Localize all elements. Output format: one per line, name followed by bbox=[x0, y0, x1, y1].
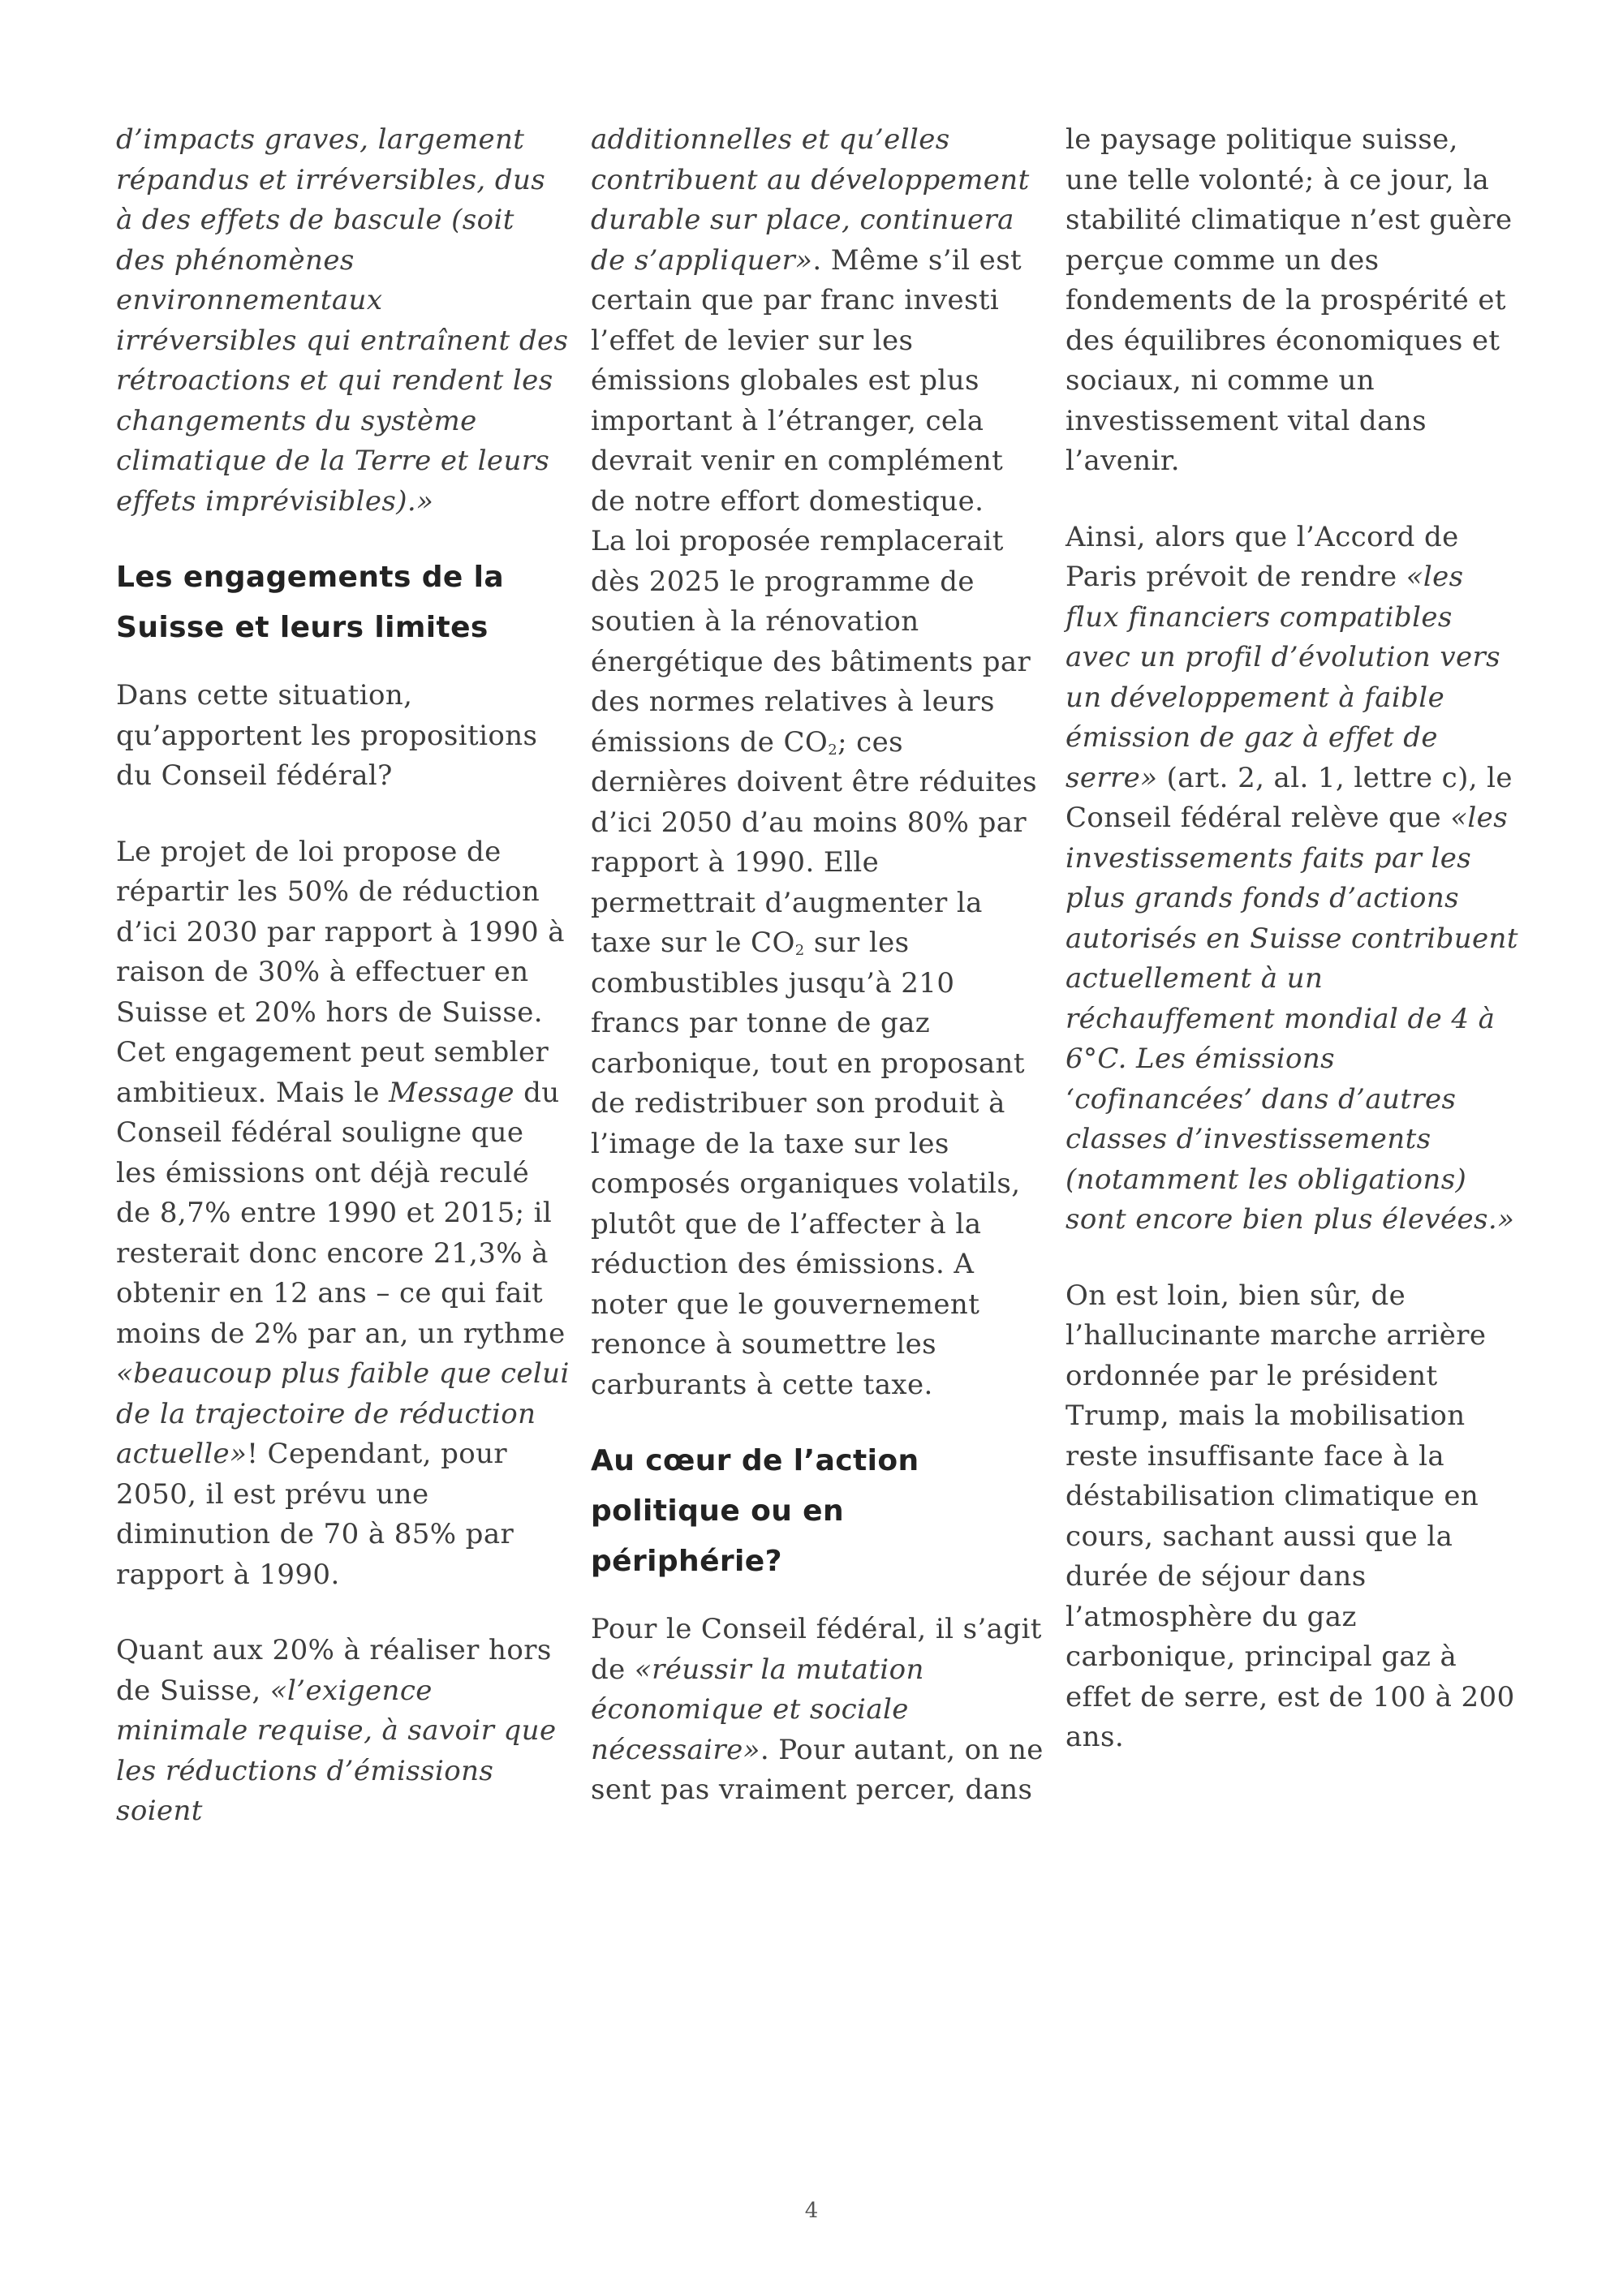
paragraph-loi-proposee: La loi proposée remplacerait dès 2025 le programme de soutien à la rénovation énergétique des bâtiments par des normes relatives à leurs émissions de $CO_2$; ces dernières doivent être réduites d’ici 2050 d’au moins 80% par rapport à 1990. Elle permettrait d’augmenter la taxe sur le $CO_2$ sur les combustibles jusqu’à 210 francs par tonne de gaz carbonique, tout en proposant de redistribuer son produit à l’image de la taxe sur les composés organiques volatils, plutôt que de l’affecter à la réduction des émissions. A noter que le gouvernement renonce à soumettre les carburants à cette taxe. bbox=[591, 525, 1037, 1401]
section-heading-action-politique: Au cœur de l’action politique ou en périphérie? bbox=[591, 1444, 919, 1578]
column-2 bbox=[591, 120, 1045, 1811]
section-heading-engagements: Les engagements de la Suisse et leurs limites bbox=[116, 561, 505, 644]
paragraph-trump: On est loin, bien sûr, de l’hallucinante marche arrière ordonnée par le président Trump, mais la mobilisation reste insuffisante face à la déstabilisation climatique en cours, sachant aussi que la durée de séjour dans l’atmosphère du gaz carbonique, principal gaz à effet de serre, est de 100 à 200 ans. bbox=[1065, 1279, 1515, 1753]
paragraph-hors-de-suisse: Quant aux 20% à réaliser hors de Suisse, «l’exigence minimale requise, à savoir que les réductions d’émissions soient bbox=[116, 1634, 557, 1827]
paragraph-conseil-federal: Pour le Conseil fédéral, il s’agit de «réussir la mutation économique et sociale nécessaire». Pour autant, on ne sent pas vraiment percer, dans bbox=[591, 1613, 1044, 1806]
paragraph-accord-de-paris: Ainsi, alors que l’Accord de Paris prévoit de rendre «les flux financiers compatibles avec un profil d’évolution vers un développement à faible émission de gaz à effet de serre» (art. 2, al. 1, lettre c), le Conseil fédéral relève que «les investissements faits par les plus grands fonds d’actions autorisés en Suisse contribuent actuellement à un réchauffement mondial de 4 à 6°C. Les émissions ‘cofinancées’ dans d’autres classes d’investissements (notamment les obligations) sont encore bien plus élevées.» bbox=[1065, 520, 1518, 1236]
column-1 bbox=[116, 120, 570, 1832]
paragraph-paysage-politique: le paysage politique suisse, une telle volonté; à ce jour, la stabilité climatique n’est guère perçue comme un des fondements de la prospérité et des équilibres économiques et sociaux, ni comme un investissement vital dans l’avenir. bbox=[1065, 123, 1513, 477]
column-3 bbox=[1065, 120, 1520, 1758]
page-number: 4 bbox=[804, 2199, 819, 2223]
paragraph-quote-end bbox=[116, 120, 570, 522]
paragraph-additionnelles: additionnelles et qu’elles contribuent au développement durable sur place, continuera de s’appliquer». Même s’il est certain que par franc investi l’effet de levier sur les émissions globales est plus important à l’étranger, cela devrait venir en complément de notre effort domestique. bbox=[591, 123, 1030, 518]
paragraph-situation: Dans cette situation, qu’apportent les propositions du Conseil fédéral? bbox=[116, 679, 538, 792]
italic-quote: d’impacts graves, largement répandus et irréversibles, dus à des effets de bascule (soit des phénomènes environnementaux irréversibles qui entraînent des rétroactions et qui rendent les changements du système climatique de la Terre et leurs effets imprévisibles).» bbox=[116, 123, 569, 518]
paragraph-projet-de-loi: Le projet de loi propose de répartir les 50% de réduction d’ici 2030 par rapport à 1990 à raison de 30% à effectuer en Suisse et 20% hors de Suisse. Cet engagement peut sembler ambitieux. Mais le Message du Conseil fédéral souligne que les émissions ont déjà reculé de 8,7% entre 1990 et 2015; il resterait donc encore 21,3% à obtenir en 12 ans – ce qui fait moins de 2% par an, un rythme «beaucoup plus faible que celui de la trajectoire de réduction actuelle»! Cependant, pour 2050, il est prévu une diminution de 70 à 85% par rapport à 1990. bbox=[116, 835, 570, 1591]
